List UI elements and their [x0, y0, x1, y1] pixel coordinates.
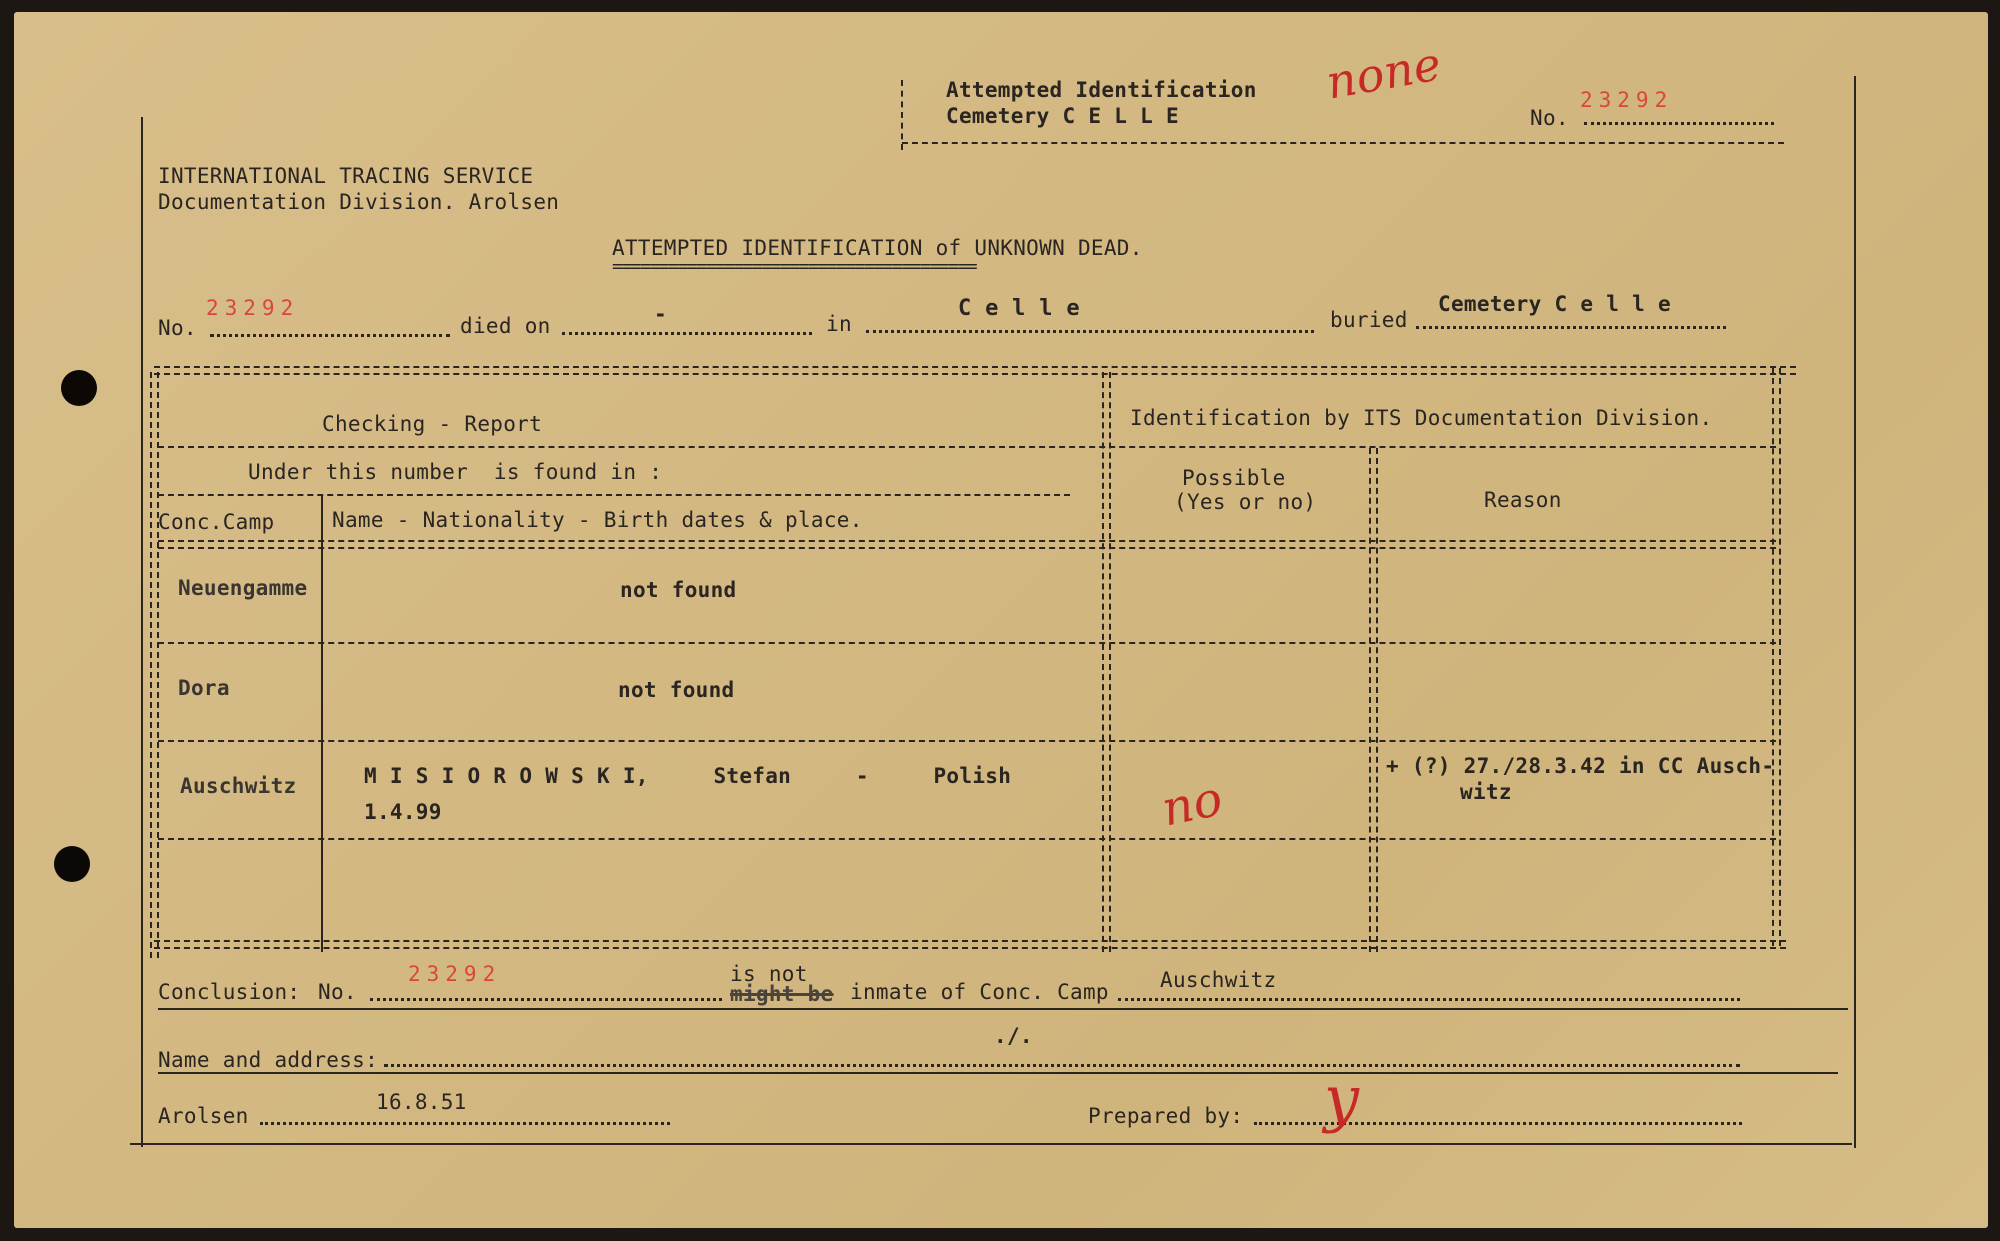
- table-right-border: [1772, 368, 1781, 946]
- footer-place: Arolsen: [158, 1104, 249, 1128]
- handwritten-none: none: [1322, 36, 1446, 110]
- header-box-line1: Attempted Identification: [946, 78, 1257, 102]
- died-label: died on: [460, 314, 551, 338]
- row3-possible-handwritten: no: [1156, 770, 1228, 838]
- died-value: -: [654, 302, 667, 326]
- table-row2-line: [158, 740, 1776, 742]
- row3-reason: + (?) 27./28.3.42 in CC Ausch-: [1386, 754, 1775, 778]
- header-no-label: No.: [1530, 106, 1569, 130]
- no-dots: [210, 334, 450, 337]
- conclusion-no-dots: [370, 998, 722, 1001]
- row2-camp: Dora: [178, 676, 230, 700]
- table-divider-camp: [321, 494, 323, 952]
- prepared-initials: y: [1324, 1062, 1360, 1135]
- form-left-border: [141, 117, 143, 1147]
- no-label: No.: [158, 316, 197, 340]
- header-no-dots: [1584, 122, 1774, 125]
- header-box-left: [901, 80, 903, 150]
- table-row3-line: [158, 838, 1776, 840]
- table-top-border: [154, 366, 1796, 375]
- row3-birth: 1.4.99: [364, 800, 442, 824]
- conclusion-inmate-text: inmate of Conc. Camp: [850, 980, 1109, 1004]
- conclusion-no-label: No.: [318, 980, 357, 1004]
- table-divider-main: [1102, 372, 1111, 952]
- conclusion-rule: [158, 1008, 1848, 1010]
- row3-camp: Auschwitz: [180, 774, 297, 798]
- header-no-value: 23292: [1580, 88, 1674, 112]
- died-dots: [562, 332, 812, 335]
- table-row1-line: [158, 642, 1776, 644]
- conclusion-no-value: 23292: [408, 962, 502, 986]
- no-value: 23292: [206, 296, 300, 320]
- name-address-value: ./.: [994, 1024, 1033, 1048]
- row1-camp: Neuengamme: [178, 576, 308, 600]
- buried-label: buried: [1330, 308, 1408, 332]
- table-bottom-border: [154, 940, 1786, 949]
- org-line2: Documentation Division. Arolsen: [158, 190, 560, 214]
- form-bottom-border: [130, 1143, 1852, 1145]
- conclusion-is-not: is not: [730, 962, 808, 986]
- header-box-line2: Cemetery C E L L E: [946, 104, 1179, 128]
- in-value: C e l l e: [958, 296, 1080, 321]
- name-address-label: Name and address:: [158, 1048, 379, 1072]
- prepared-label: Prepared by:: [1088, 1104, 1244, 1128]
- footer-date-dots: [260, 1122, 670, 1125]
- punch-hole-bottom: [54, 846, 90, 882]
- name-address-rule: [158, 1072, 1838, 1074]
- table-left-border: [150, 372, 159, 958]
- checking-report: Checking - Report: [322, 412, 543, 436]
- punch-hole-top: [61, 370, 97, 406]
- org-line1: INTERNATIONAL TRACING SERVICE: [158, 164, 534, 188]
- col-name: Name - Nationality - Birth dates & place.: [332, 508, 863, 532]
- in-dots: [866, 330, 1314, 333]
- table-colhead-line: [158, 540, 1776, 549]
- col-possible-2: (Yes or no): [1174, 490, 1317, 514]
- index-card: [14, 12, 1988, 1228]
- conclusion-camp-dots: [1118, 998, 1740, 1001]
- col-possible-1: Possible: [1182, 466, 1286, 490]
- row2-name: not found: [618, 678, 735, 702]
- form-title: ATTEMPTED IDENTIFICATION of UNKNOWN DEAD.: [612, 236, 1143, 260]
- form-right-border: [1854, 76, 1856, 1148]
- buried-value: Cemetery C e l l e: [1438, 292, 1671, 316]
- title-underline: =======================================: [612, 256, 977, 277]
- name-address-dots: [384, 1064, 1740, 1067]
- conclusion-label: Conclusion:: [158, 980, 301, 1004]
- table-under-line: [158, 494, 1070, 496]
- footer-date: 16.8.51: [376, 1090, 467, 1114]
- table-divider-reason: [1369, 448, 1378, 952]
- row3-name: M I S I O R O W S K I, Stefan - Polish: [364, 764, 1012, 788]
- table-header-line: [158, 446, 1776, 448]
- in-label: in: [826, 312, 852, 336]
- conclusion-camp-value: Auschwitz: [1160, 968, 1277, 992]
- identification-header: Identification by ITS Documentation Division.: [1130, 406, 1713, 430]
- header-box-bottom: [902, 142, 1784, 144]
- buried-dots: [1416, 326, 1726, 329]
- row1-name: not found: [620, 578, 737, 602]
- col-camp: Conc.Camp: [158, 510, 275, 534]
- row3-reason-2: witz: [1460, 780, 1512, 804]
- under-number: Under this number is found in :: [248, 460, 663, 484]
- col-reason: Reason: [1484, 488, 1562, 512]
- conclusion-struck: might be: [730, 982, 834, 1006]
